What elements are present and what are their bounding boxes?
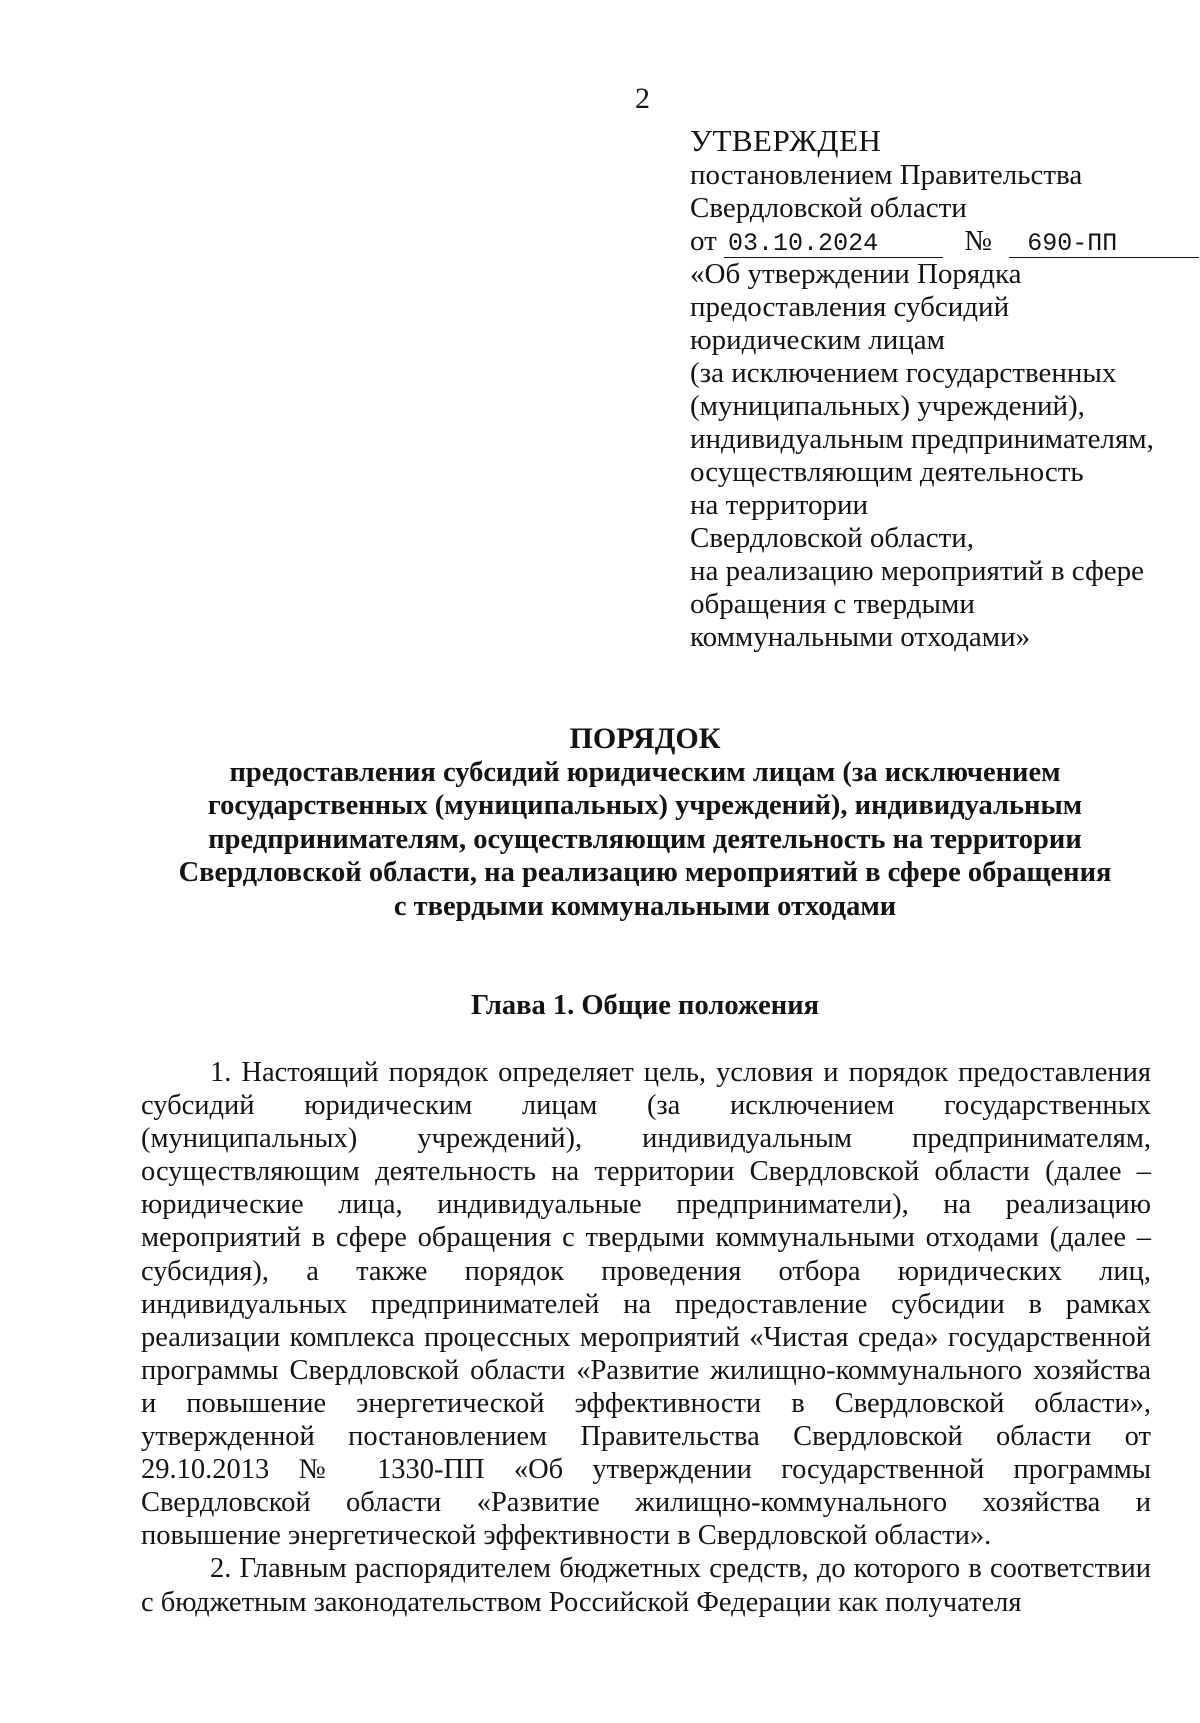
subject-line: «Об утверждении Порядка (690, 258, 1022, 290)
paragraph: 2. Главным распорядителем бюджетных средств, до которого в соответствии с бюджетным законодательством Российской Федерации как получателя (141, 1553, 1151, 1618)
chapter-heading: Глава 1. Общие положения (470, 990, 820, 1021)
number-sign: № (964, 225, 992, 257)
subject-line: юридическим лицам (690, 324, 945, 356)
page-number: 2 (635, 82, 650, 115)
approval-line-1: постановлением Правительства (690, 159, 1083, 191)
subject-line: на реализацию мероприятий в сфере (690, 555, 1145, 587)
date-prefix: от (690, 225, 717, 257)
title-line: Свердловской области, на реализацию мероприятий в сфере обращения (178, 857, 1112, 888)
body-text (141, 1056, 1151, 1619)
subject-line: на территории (690, 489, 869, 521)
title-line: предпринимателям, осуществляющим деятельность на территории (208, 823, 1082, 855)
approved-label: УТВЕРЖДЕН (690, 123, 882, 158)
decree-date: 03.10.2024 (724, 231, 943, 258)
title-line: с твердыми коммунальными отходами (393, 890, 897, 922)
subject-line: Свердловской области, (690, 522, 975, 554)
decree-subject (690, 258, 1160, 654)
approval-line-2: Свердловской области (690, 192, 967, 224)
title-main: ПОРЯДОК (569, 722, 721, 755)
approval-stamp (690, 124, 1160, 654)
subject-line: обращения с твердыми (690, 588, 975, 620)
subject-line: индивидуальным предпринимателям, (690, 423, 1154, 455)
decree-number: 690-ПП (1009, 231, 1199, 258)
title-line: предоставления субсидий юридическим лицам (за исключением (229, 756, 1061, 788)
subject-line: (за исключением государственных (690, 357, 1117, 389)
title-line: государственных (муниципальных) учреждений), индивидуальным (207, 790, 1083, 821)
document-title (140, 722, 1150, 923)
subject-line: коммунальными отходами» (690, 621, 1031, 653)
subject-line: осуществляющим деятельность (690, 456, 1084, 488)
subject-line: (муниципальных) учреждений), (690, 390, 1085, 422)
paragraph: 1. Настоящий порядок определяет цель, условия и порядок предоставления субсидий юридическим лицам (за исключением государственных (муниципальных) учреждений), индивидуальным предпринимателям, осуществляющим деятельность на территории Свердловской области (далее – юридические лица, индивидуальные предприниматели), на реализацию мероприятий в сфере обращения с твердыми коммунальными отходами (далее – субсидия), а также порядок проведения отбора юридических лиц, индивидуальных предпринимателей на предоставление субсидии в рамках реализации комплекса процессных мероприятий «Чистая среда» государственной программы Свердловской области «Развитие жилищно-коммунального хозяйства и повышение энергетической эффективности в Свердловской области», утвержденной постановлением Правительства Свердловской области от 29.10.2013 № 1330-ПП «Об утверждении государственной программы Свердловской области «Развитие жилищно-коммунального хозяйства и повышение энергетической эффективности в Свердловской области». (141, 1057, 1151, 1552)
subject-line: предоставления субсидий (690, 291, 1010, 323)
approval-date-number-line (690, 225, 1160, 258)
